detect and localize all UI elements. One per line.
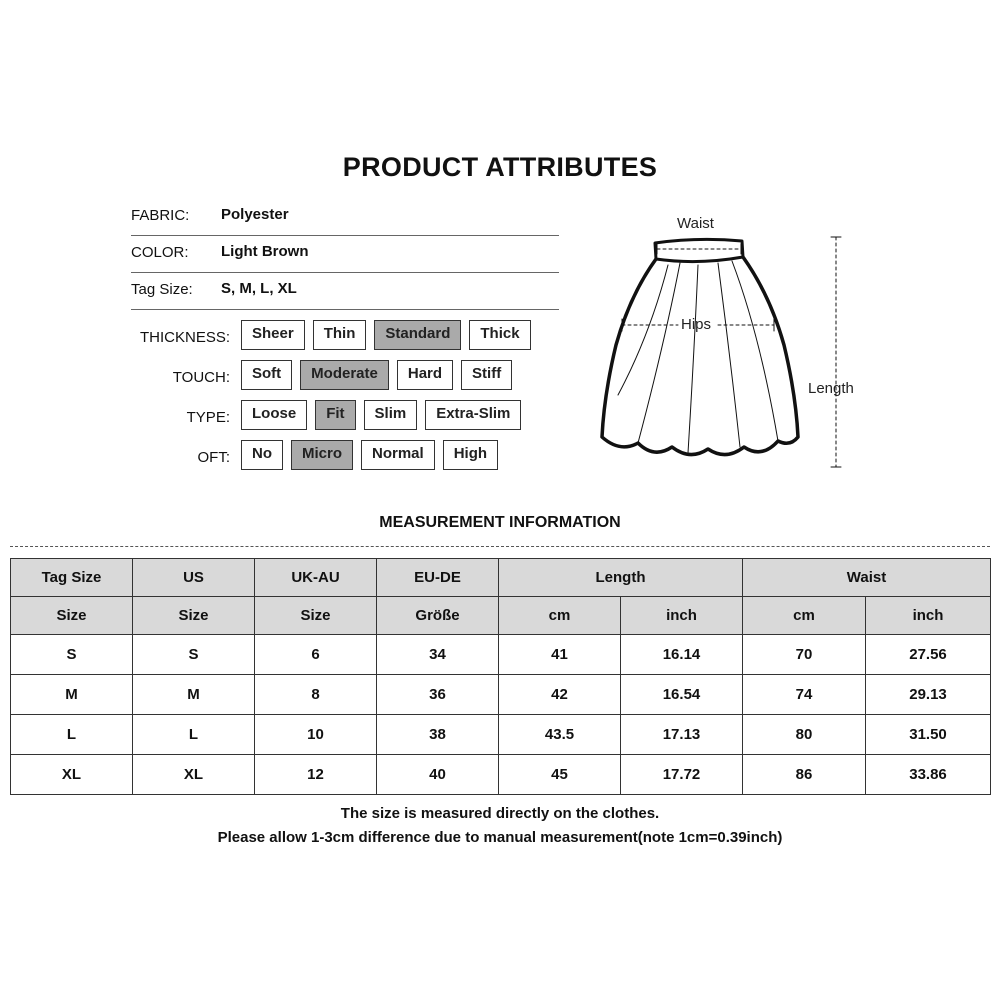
attr-label: Tag Size: bbox=[131, 281, 193, 298]
option-extra-slim: Extra-Slim bbox=[425, 400, 521, 430]
note-line-2: Please allow 1-3cm difference due to manual measurement(note 1cm=0.39inch) bbox=[217, 829, 783, 846]
table-cell: 10 bbox=[255, 715, 377, 755]
header-cell: Size bbox=[11, 597, 133, 635]
table-cell: 80 bbox=[743, 715, 866, 755]
header-cell: cm bbox=[743, 597, 866, 635]
header-cell: US bbox=[133, 559, 255, 597]
table-cell: 42 bbox=[499, 675, 621, 715]
option-moderate-selected: Moderate bbox=[300, 360, 389, 390]
table-header-row bbox=[11, 559, 991, 597]
table-cell: 17.72 bbox=[621, 755, 743, 795]
table-row bbox=[11, 635, 991, 675]
table-row bbox=[11, 755, 991, 795]
table-cell: 70 bbox=[743, 635, 866, 675]
table-cell: 43.5 bbox=[499, 715, 621, 755]
header-cell: Size bbox=[133, 597, 255, 635]
table-row bbox=[11, 675, 991, 715]
header-cell: inch bbox=[866, 597, 991, 635]
length-label: Length bbox=[808, 380, 854, 397]
header-cell: Size bbox=[255, 597, 377, 635]
page-title: PRODUCT ATTRIBUTES bbox=[342, 152, 658, 182]
option-loose: Loose bbox=[241, 400, 307, 430]
attr-label: FABRIC: bbox=[131, 207, 190, 224]
table-cell: M bbox=[11, 675, 133, 715]
attr-value: Light Brown bbox=[221, 243, 309, 260]
table-cell: S bbox=[133, 635, 255, 675]
table-cell: 8 bbox=[255, 675, 377, 715]
option-high: High bbox=[443, 440, 498, 470]
note-line-1: The size is measured directly on the clothes. bbox=[340, 805, 660, 822]
table-cell: XL bbox=[133, 755, 255, 795]
table-cell: 16.14 bbox=[621, 635, 743, 675]
scale-label-thickness: THICKNESS: bbox=[139, 329, 230, 346]
table-cell: 6 bbox=[255, 635, 377, 675]
scale-options-type bbox=[241, 400, 529, 430]
scale-options-touch bbox=[241, 360, 520, 390]
table-cell: M bbox=[133, 675, 255, 715]
header-cell: Waist bbox=[743, 559, 991, 597]
table-cell: L bbox=[133, 715, 255, 755]
table-cell: 41 bbox=[499, 635, 621, 675]
header-cell: UK-AU bbox=[255, 559, 377, 597]
table-subheader-row bbox=[11, 597, 991, 635]
table-cell: 16.54 bbox=[621, 675, 743, 715]
table-cell: 27.56 bbox=[866, 635, 991, 675]
scale-options-thickness bbox=[241, 320, 539, 350]
option-stiff: Stiff bbox=[461, 360, 512, 390]
option-slim: Slim bbox=[364, 400, 418, 430]
scale-label-type: TYPE: bbox=[186, 409, 230, 426]
table-cell: 17.13 bbox=[621, 715, 743, 755]
waist-label: Waist bbox=[677, 215, 714, 232]
header-cell: cm bbox=[499, 597, 621, 635]
attr-value: Polyester bbox=[221, 206, 289, 223]
scale-label-oft: OFT: bbox=[197, 449, 230, 466]
option-normal: Normal bbox=[361, 440, 435, 470]
table-cell: 74 bbox=[743, 675, 866, 715]
header-cell: Größe bbox=[377, 597, 499, 635]
table-cell: 38 bbox=[377, 715, 499, 755]
table-cell: 34 bbox=[377, 635, 499, 675]
option-micro-selected: Micro bbox=[291, 440, 353, 470]
option-hard: Hard bbox=[397, 360, 453, 390]
measurement-table bbox=[10, 558, 991, 795]
option-no: No bbox=[241, 440, 283, 470]
option-sheer: Sheer bbox=[241, 320, 305, 350]
header-cell: inch bbox=[621, 597, 743, 635]
table-cell: 36 bbox=[377, 675, 499, 715]
attr-row-tag-size bbox=[131, 273, 559, 310]
header-cell: EU-DE bbox=[377, 559, 499, 597]
table-cell: XL bbox=[11, 755, 133, 795]
attr-row-color bbox=[131, 236, 559, 273]
table-cell: L bbox=[11, 715, 133, 755]
skirt-illustration-icon bbox=[590, 215, 870, 475]
dashed-divider bbox=[10, 546, 990, 547]
table-cell: 86 bbox=[743, 755, 866, 795]
attr-label: COLOR: bbox=[131, 244, 189, 261]
hips-label: Hips bbox=[681, 316, 712, 333]
table-cell: S bbox=[11, 635, 133, 675]
option-fit-selected: Fit bbox=[315, 400, 355, 430]
header-cell: Length bbox=[499, 559, 743, 597]
option-standard-selected: Standard bbox=[374, 320, 461, 350]
scale-options-oft bbox=[241, 440, 506, 470]
option-thin: Thin bbox=[313, 320, 367, 350]
option-thick: Thick bbox=[469, 320, 530, 350]
table-row bbox=[11, 715, 991, 755]
option-soft: Soft bbox=[241, 360, 292, 390]
table-cell: 45 bbox=[499, 755, 621, 795]
table-cell: 29.13 bbox=[866, 675, 991, 715]
scale-label-touch: TOUCH: bbox=[172, 369, 230, 386]
table-cell: 31.50 bbox=[866, 715, 991, 755]
header-cell: Tag Size bbox=[11, 559, 133, 597]
measurement-title: MEASUREMENT INFORMATION bbox=[379, 514, 621, 531]
attr-row-fabric bbox=[131, 199, 559, 236]
table-cell: 33.86 bbox=[866, 755, 991, 795]
table-cell: 12 bbox=[255, 755, 377, 795]
table-cell: 40 bbox=[377, 755, 499, 795]
attr-value: S, M, L, XL bbox=[221, 280, 297, 297]
